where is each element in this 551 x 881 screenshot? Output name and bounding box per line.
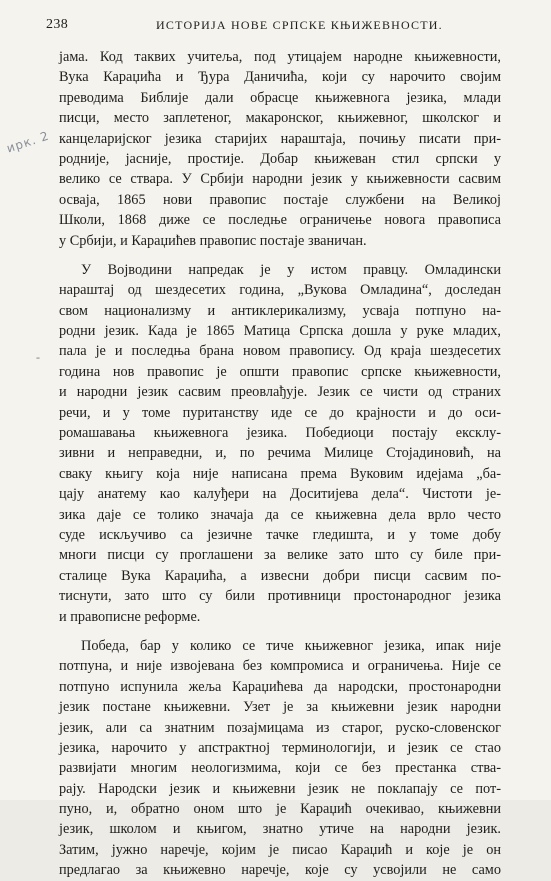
- text-line: суде искључиво са језичне тачке гледишта, и у томе добу: [59, 526, 501, 543]
- text-line: речи, и у томе пуританству иде се до крајности и до оси-: [59, 404, 501, 421]
- text-line: многи писци су проглашени за велике зато што су биле при-: [59, 547, 501, 564]
- text-line: и правописне реформе.: [59, 608, 201, 625]
- text-line: Школи, 1868 диже се последње ограничење новога правописа: [59, 212, 501, 229]
- text-line: предлагао за књижевно наречје, које су усвојили не само: [59, 862, 501, 879]
- text-line: потпуна, и није извојевана без компромиса и ограничења. Није се: [59, 658, 501, 675]
- text-line: језик, школом и књигом, знатно утиче на народни језик.: [59, 821, 501, 838]
- text-line: тиснути, зато што су били противници простонародног језика: [59, 588, 501, 605]
- paragraph: [59, 47, 501, 251]
- text-line: Вука Караџића и Ђура Даничића, који су нарочито својим: [59, 69, 501, 86]
- text-line: канцеларијског језика старијих нараштаја, почињу писати при-: [59, 130, 501, 147]
- running-head: ИСТОРИЈА НОВЕ СРПСКЕ КЊИЖЕВНОСТИ.: [156, 18, 443, 32]
- text-line: језик, али са знатним позајмицама из старог, руско-словенског: [59, 719, 501, 736]
- handwritten-margin-note: ирк. 2: [4, 128, 52, 156]
- paragraph: [59, 260, 501, 627]
- text-line: Победа, бар у колико се тиче књижевног језика, ипак није: [81, 637, 501, 654]
- text-line: родни језик. Када је 1865 Матица Српска дошла у руке младих,: [59, 323, 501, 340]
- text-line: ромашавања књижевнога језика. Победиоци постају ексклу-: [59, 425, 501, 442]
- text-line: језика, нарочито у апстрактној терминологији, и језик се стао: [59, 739, 501, 756]
- text-line: језик постане књижевни. Узет је за књижевни језик народни: [59, 699, 501, 716]
- text-line: свом национализму и антиклерикализму, усваја потпуно на-: [59, 302, 501, 319]
- text-line: година нов правопис је општи правопис српске књижевности,: [59, 363, 501, 380]
- text-line: преводима Библије дали обрасце књижевнога језика, млади: [59, 89, 501, 106]
- text-line: пуно, и, обратно оном што је Караџић очекивао, књижевни: [59, 801, 501, 818]
- text-line: потпуно испунила жеља Караџићева да народски, простонародни: [59, 678, 501, 695]
- text-line: велико се ствара. У Србији народни језик у књижевности сасвим: [59, 171, 501, 188]
- page-number: 238: [46, 17, 69, 32]
- text-line: нараштај од шездесетих година, „Вукова Омладина“, доследан: [59, 282, 501, 299]
- page-header: [46, 17, 486, 37]
- text-line: развијати многим неологизмима, који се без престанка ства-: [59, 760, 501, 777]
- text-line: родније, јасније, простије. Добар књижеван стил српски у: [59, 150, 501, 167]
- text-line: и народни језик сасвим преовлађује. Језик се чисти од страних: [59, 384, 501, 401]
- paragraph-gap: [59, 251, 501, 260]
- text-line: цају анатему као калуђери на Доситијева дела“. Чистоти је-: [59, 486, 501, 503]
- text-line: зивни и неправедни, и, по речима Милице Стојадиновић, на: [59, 445, 501, 462]
- text-line: осваја, 1865 нови правопис постаје службени на Великој: [59, 191, 501, 208]
- margin-dash-mark: -: [36, 350, 40, 364]
- text-line: зика даје се толико значаја да се књижевна дела врло често: [59, 506, 501, 523]
- paragraph: [59, 636, 501, 881]
- paragraph-gap: [59, 627, 501, 636]
- body-text: [59, 47, 501, 881]
- text-line: писци, место заплетеног, макаронског, књижевног, школског и: [59, 110, 501, 127]
- text-line: сталице Вука Караџића, а извесни добри писци сасвим по-: [59, 567, 501, 584]
- text-line: јама. Код таквих учитеља, под утицајем народне књижевности,: [59, 49, 501, 65]
- text-line: у Србији, и Караџићев правопис постаје званичан.: [59, 232, 367, 249]
- text-line: рају. Народски језик и књижевни језик не поклапају се пот-: [59, 780, 501, 797]
- text-line: У Војводини напредак је у истом правцу. Омладински: [81, 261, 501, 278]
- text-line: Затим, јужно наречје, којим је писао Караџић и које је он: [59, 841, 501, 858]
- text-line: сваку књигу која није написана према Вуковим идејама „ба-: [59, 465, 501, 482]
- text-line: пала је и последња брана новом правопису. Од краја шездесетих: [59, 343, 501, 360]
